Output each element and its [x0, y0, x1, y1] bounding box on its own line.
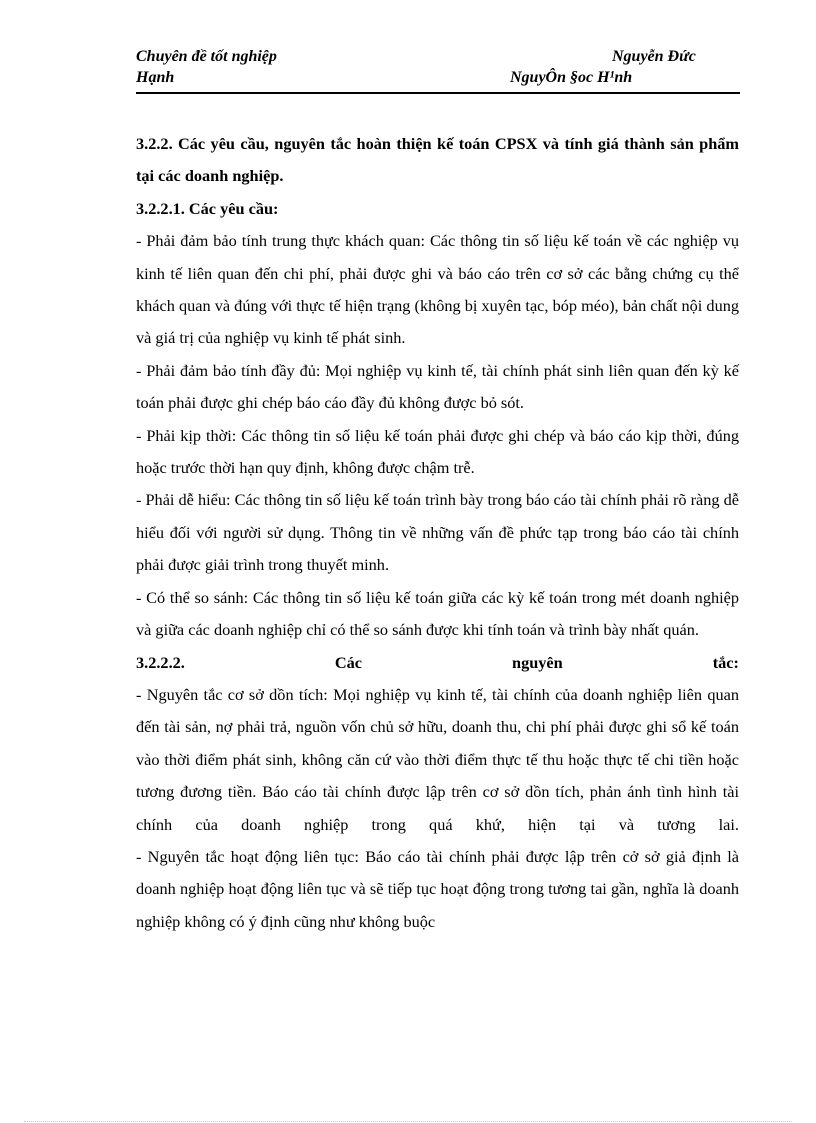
subsection-requirements-title: 3.2.2.1. Các yêu cầu:	[136, 198, 279, 218]
subsection-principles-title	[136, 647, 739, 679]
header-document-type: Chuyên đề tốt nghiệp	[136, 48, 277, 65]
requirement-paragraph: - Có thể so sánh: Các thông tin số liệu kế toán giữa các kỳ kế toán trong mét doanh nghiệp và giữa các doanh nghiệp chỉ có thể so sánh được khi tính toán và trình bày nhất quán.	[136, 587, 739, 640]
header-author-name-garbled: NguyÔn §oc H¹nh	[510, 69, 633, 86]
header-divider	[136, 92, 740, 94]
header-row-2	[136, 69, 740, 90]
requirement-paragraph: - Phải đảm bảo tính trung thực khách quan: Các thông tin số liệu kế toán về các nghiệp vụ kinh tế liên quan đến chi phí, phải được ghi và báo cáo trên cơ sở các bằng chứng cụ thể khách quan và đúng với thực tế hiện trạng (không bị xuyên tạc, bóp méo), bản chất nội dung và giá trị của nghiệp vụ kinh tế phát sinh.	[136, 231, 739, 348]
principle-paragraph: - Nguyên tắc hoạt động liên tục: Báo cáo tài chính phải được lập trên cở sở giả định là doanh nghiệp hoạt động liên tục và sẽ tiếp tục hoạt động trong tương tai gần, nghĩa là doanh nghiệp không có ý định cũng như không buộc	[136, 846, 739, 931]
subsection-word: Các	[334, 652, 362, 672]
principle-paragraph: - Nguyên tắc cơ sở dồn tích: Mọi nghiệp vụ kinh tế, tài chính của doanh nghiệp liên quan đến tài sản, nợ phải trả, nguồn vốn chủ sở hữu, doanh thu, chi phí phải được ghi sổ kế toán vào thời điểm phát sinh, không căn cứ vào thời điểm thực tế thu hoặc thực tế chi tiền hoặc tương đương tiền. Báo cáo tài chính được lập trên cơ sở dồn tích, phản ánh tình hình tài chính của doanh nghiệp trong quá khứ, hiện tại và tương lai.	[136, 684, 739, 834]
subsection-number: 3.2.2.2.	[136, 652, 185, 672]
requirement-paragraph: - Phải kịp thời: Các thông tin số liệu kế toán phải được ghi chép và báo cáo kịp thời, đúng hoặc trước thời hạn quy định, không được chậm trễ.	[136, 425, 739, 478]
header-author-name: Nguyễn Đức	[612, 48, 696, 65]
section-title: 3.2.2. Các yêu cầu, nguyên tắc hoàn thiện kế toán CPSX và tính giá thành sản phẩm tại các doanh nghiệp.	[136, 134, 739, 186]
header-row-1	[136, 48, 740, 69]
requirement-paragraph: - Phải đảm bảo tính đầy đủ: Mọi nghiệp vụ kinh tế, tài chính phát sinh liên quan đến kỳ kế toán phải được ghi chép báo cáo đầy đủ không được bỏ sót.	[136, 360, 739, 413]
page-header	[136, 48, 740, 90]
page-bottom-border	[24, 1121, 792, 1122]
header-author-name-continued: Hạnh	[136, 69, 175, 86]
requirement-paragraph: - Phải dễ hiểu: Các thông tin số liệu kế toán trình bày trong báo cáo tài chính phải rõ ràng dễ hiểu đối với người sử dụng. Thông tin về những vấn đề phức tạp trong báo cáo tài chính phải được giải trình trong thuyết minh.	[136, 490, 739, 575]
subsection-word: nguyên	[512, 652, 563, 672]
document-body	[136, 128, 739, 938]
subsection-word: tắc:	[712, 652, 739, 672]
